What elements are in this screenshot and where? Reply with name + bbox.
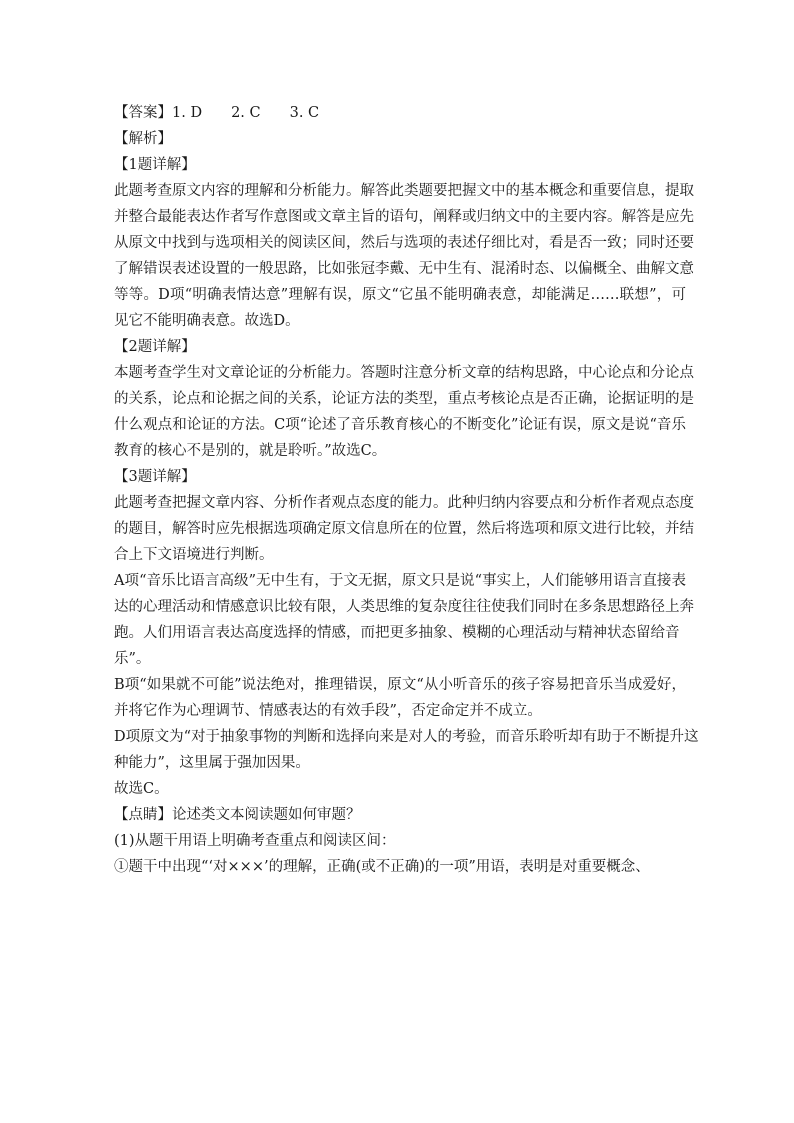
conclusion: 故选C。 (114, 781, 169, 797)
option-a-line: 达的心理活动和情感意识比较有限，人类思维的复杂度往往使我们同时在多条思想路径上奔 (114, 599, 694, 615)
q3-text-line: 的题目，解答时应先根据选项确定原文信息所在的位置，然后将选项和原文进行比较，并结 (114, 521, 694, 537)
q1-text-line: 了解错误表述设置的一般思路，比如张冠李戴、无中生有、混淆时态、以偏概全、曲解文意 (114, 261, 694, 277)
q3-text-line: 此题考查把握文章内容、分析作者观点态度的能力。此种归纳内容要点和分析作者观点态度 (114, 495, 694, 511)
q2-heading: 【2题详解】 (114, 339, 196, 355)
option-d-line: D项原文为“对于抽象事物的判断和选择向来是对人的考验，而音乐聆听却有助于不断提升这 (114, 729, 699, 745)
option-a-line: A项“音乐比语言高级”无中生有，于文无据，原文只是说“事实上，人们能够用语言直接表 (114, 573, 686, 589)
q1-text-line: 等等。D项“明确表情达意”理解有误，原文“它虽不能明确表意，却能满足……联想”，可 (114, 287, 686, 303)
option-a-line: 乐”。 (114, 651, 151, 667)
tip-heading: 【点睛】论述类文本阅读题如何审题？ (114, 807, 361, 823)
q2-text-line: 教育的核心不是别的，就是聆听。”故选C。 (114, 443, 387, 459)
analysis-label: 【解析】 (114, 131, 172, 147)
q2-text-line: 的关系，论点和论据之间的关系，论证方法的类型，重点考核论点是否正确，论据证明的是 (114, 391, 694, 407)
option-b-line: 并将它作为心理调节、情感表达的有效手段”，否定命定并不成立。 (114, 703, 542, 719)
q1-text-line: 此题考查原文内容的理解和分析能力。解答此类题要把握文中的基本概念和重要信息，提取 (114, 183, 694, 199)
option-a-line: 跑。人们用语言表达高度选择的情感，而把更多抽象、模糊的心理活动与精神状态留给音 (114, 625, 680, 641)
option-d-line: 种能力”，这里属于强加因果。 (114, 755, 310, 771)
q3-text-line: 合上下文语境进行判断。 (114, 547, 274, 563)
option-b-line: B项“如果就不可能”说法绝对，推理错误，原文“从小听音乐的孩子容易把音乐当成爱好， (114, 677, 686, 693)
q1-text-line: 从原文中找到与选项相关的阅读区间，然后与选项的表述仔细比对，看是否一致；同时还要 (114, 235, 694, 251)
answer-line: 【答案】1. D 2. C 3. C (114, 105, 320, 121)
document-page (114, 100, 699, 880)
q2-text-line: 本题考查学生对文章论证的分析能力。答题时注意分析文章的结构思路，中心论点和分论点 (114, 365, 694, 381)
q3-heading: 【3题详解】 (114, 469, 196, 485)
q1-text-line: 并整合最能表达作者写作意图或文章主旨的语句，阐释或归纳文中的主要内容。解答是应先 (114, 209, 694, 225)
q1-text-line: 见它不能明确表意。故选D。 (114, 313, 300, 329)
tip-point-1: (1)从题干用语上明确考查重点和阅读区间： (114, 833, 396, 849)
tip-point-1-detail: ①题干中出现“‘对×××’的理解，正确(或不正确)的一项”用语，表明是对重要概念、 (114, 859, 650, 875)
q1-heading: 【1题详解】 (114, 157, 196, 173)
q2-text-line: 什么观点和论证的方法。C项“论述了音乐教育核心的不断变化”论证有误，原文是说“音乐 (114, 417, 686, 433)
